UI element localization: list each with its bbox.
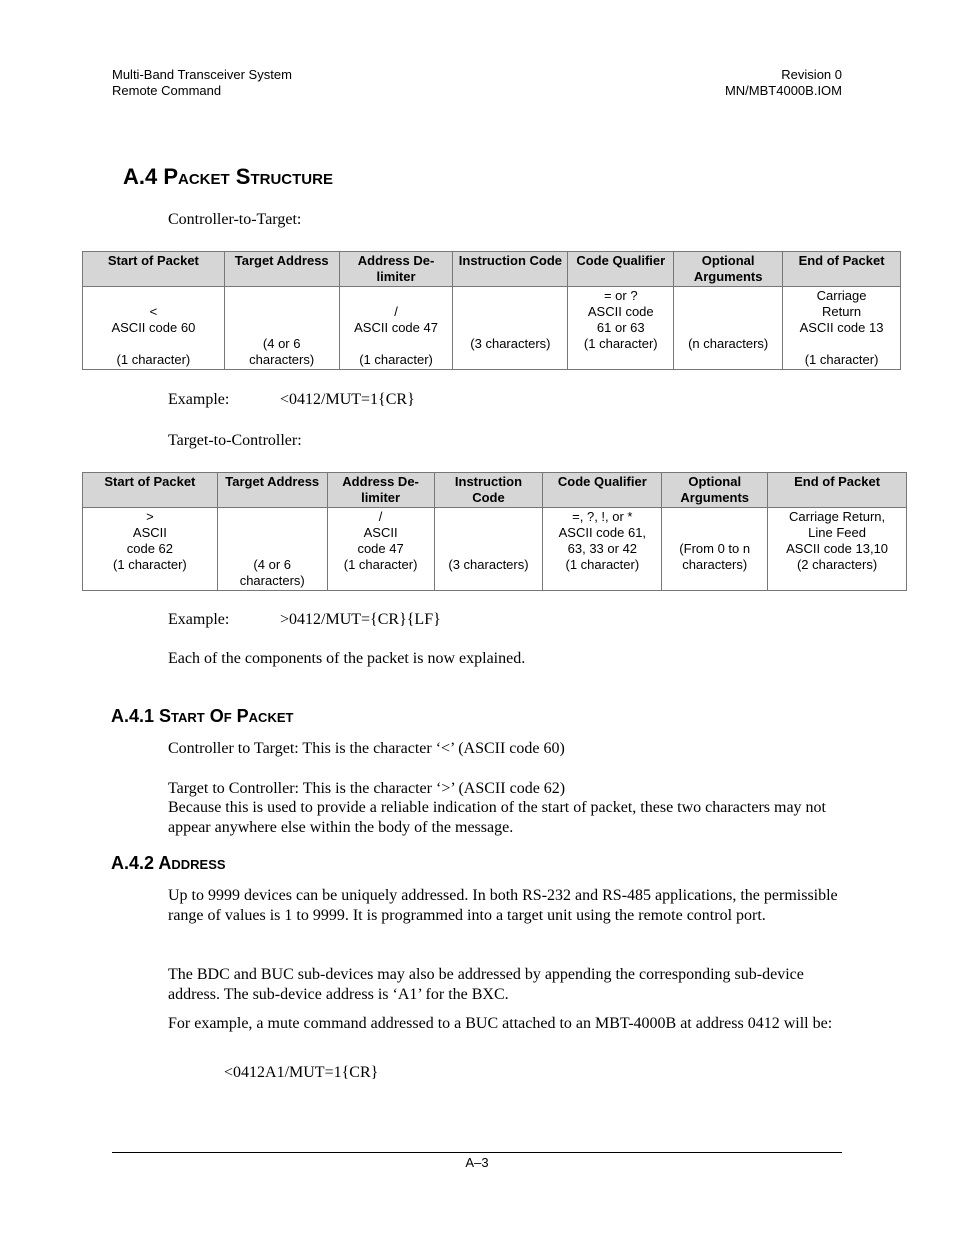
footer-rule <box>112 1152 842 1153</box>
address-example-command: <0412A1/MUT=1{CR} <box>224 1064 379 1081</box>
section-title: A.4 Packet Structure <box>123 164 333 189</box>
components-intro: Each of the components of the packet is now explained. <box>168 650 526 667</box>
col-instruction-code: Instruction Code <box>434 473 543 508</box>
start-packet-note: Because this is used to provide a reliable indication of the start of packet, these two characters may not appear anywhere else within the body of the message. <box>168 799 826 836</box>
table-cell: / ASCII code 47 (1 character) <box>339 287 453 370</box>
table-cell: (3 characters) <box>453 287 568 370</box>
col-optional-arguments: Optional Arguments <box>662 473 768 508</box>
start-packet-c2t-text: Controller to Target: This is the character ‘<’ (ASCII code 60) <box>168 740 565 757</box>
c2t-label: Controller-to-Target: <box>168 211 302 228</box>
table-cell: = or ? ASCII code 61 or 63 (1 character) <box>568 287 674 370</box>
header-subtitle: Remote Command <box>112 83 222 98</box>
address-example-intro: For example, a mute command addressed to a BUC attached to an MBT-4000B at address 0412 will be: <box>168 1015 833 1032</box>
col-start-of-packet: Start of Packet <box>83 473 218 508</box>
col-optional-arguments: Optional Arguments <box>674 252 783 287</box>
table-row <box>83 508 907 591</box>
col-end-of-packet: End of Packet <box>783 252 901 287</box>
col-address-delimiter: Address De-limiter <box>327 473 434 508</box>
address-range-text: Up to 9999 devices can be uniquely addressed. In both RS-232 and RS-485 applications, the permissible range of values is 1 to 9999. It is programmed into a target unit using the remote control port. <box>168 887 838 924</box>
table-cell: Carriage Return ASCII code 13 (1 character) <box>783 287 901 370</box>
table-cell: =, ?, !, or * ASCII code 61, 63, 33 or 42 (1 character) <box>543 508 662 591</box>
col-instruction-code: Instruction Code <box>453 252 568 287</box>
example-label: Example: <box>168 611 230 628</box>
col-start-of-packet: Start of Packet <box>83 252 225 287</box>
col-target-address: Target Address <box>224 252 339 287</box>
table-header-row <box>83 252 901 287</box>
subsection-start-of-packet-title: A.4.1 Start Of Packet <box>111 706 294 726</box>
c2t-packet-table <box>82 251 901 370</box>
c2t-example <box>168 390 415 410</box>
t2c-packet-table <box>82 472 907 591</box>
table-cell: (n characters) <box>674 287 783 370</box>
example-value: <0412/MUT=1{CR} <box>280 391 415 408</box>
t2c-example <box>168 610 441 630</box>
col-address-delimiter: Address De-limiter <box>339 252 453 287</box>
page-number: A–3 <box>465 1155 489 1170</box>
example-label: Example: <box>168 391 230 408</box>
table-cell: Carriage Return, Line Feed ASCII code 13,10 (2 characters) <box>768 508 907 591</box>
header-revision: Revision 0 <box>781 67 842 82</box>
header-title: Multi-Band Transceiver System <box>112 67 292 82</box>
table-cell: (4 or 6 characters) <box>224 287 339 370</box>
example-value: >0412/MUT={CR}{LF} <box>280 611 441 628</box>
col-target-address: Target Address <box>217 473 327 508</box>
table-header-row <box>83 473 907 508</box>
table-cell: (4 or 6 characters) <box>217 508 327 591</box>
running-header-right <box>725 67 842 99</box>
header-doc-id: MN/MBT4000B.IOM <box>724 83 842 98</box>
t2c-label: Target-to-Controller: <box>168 432 302 449</box>
subsection-address-title: A.4.2 Address <box>111 853 226 873</box>
table-cell: < ASCII code 60 (1 character) <box>83 287 225 370</box>
table-cell: / ASCII code 47 (1 character) <box>327 508 434 591</box>
col-code-qualifier: Code Qualifier <box>543 473 662 508</box>
table-cell: (From 0 to n characters) <box>662 508 768 591</box>
col-end-of-packet: End of Packet <box>768 473 907 508</box>
running-header-left <box>112 67 292 99</box>
col-code-qualifier: Code Qualifier <box>568 252 674 287</box>
table-cell: > ASCII code 62 (1 character) <box>83 508 218 591</box>
table-cell: (3 characters) <box>434 508 543 591</box>
table-row <box>83 287 901 370</box>
start-packet-t2c-text: Target to Controller: This is the character ‘>’ (ASCII code 62) <box>168 780 566 797</box>
address-subdevice-text: The BDC and BUC sub-devices may also be addressed by appending the corresponding sub-device address. The sub-device address is ‘A1’ for the BXC. <box>168 966 804 1003</box>
